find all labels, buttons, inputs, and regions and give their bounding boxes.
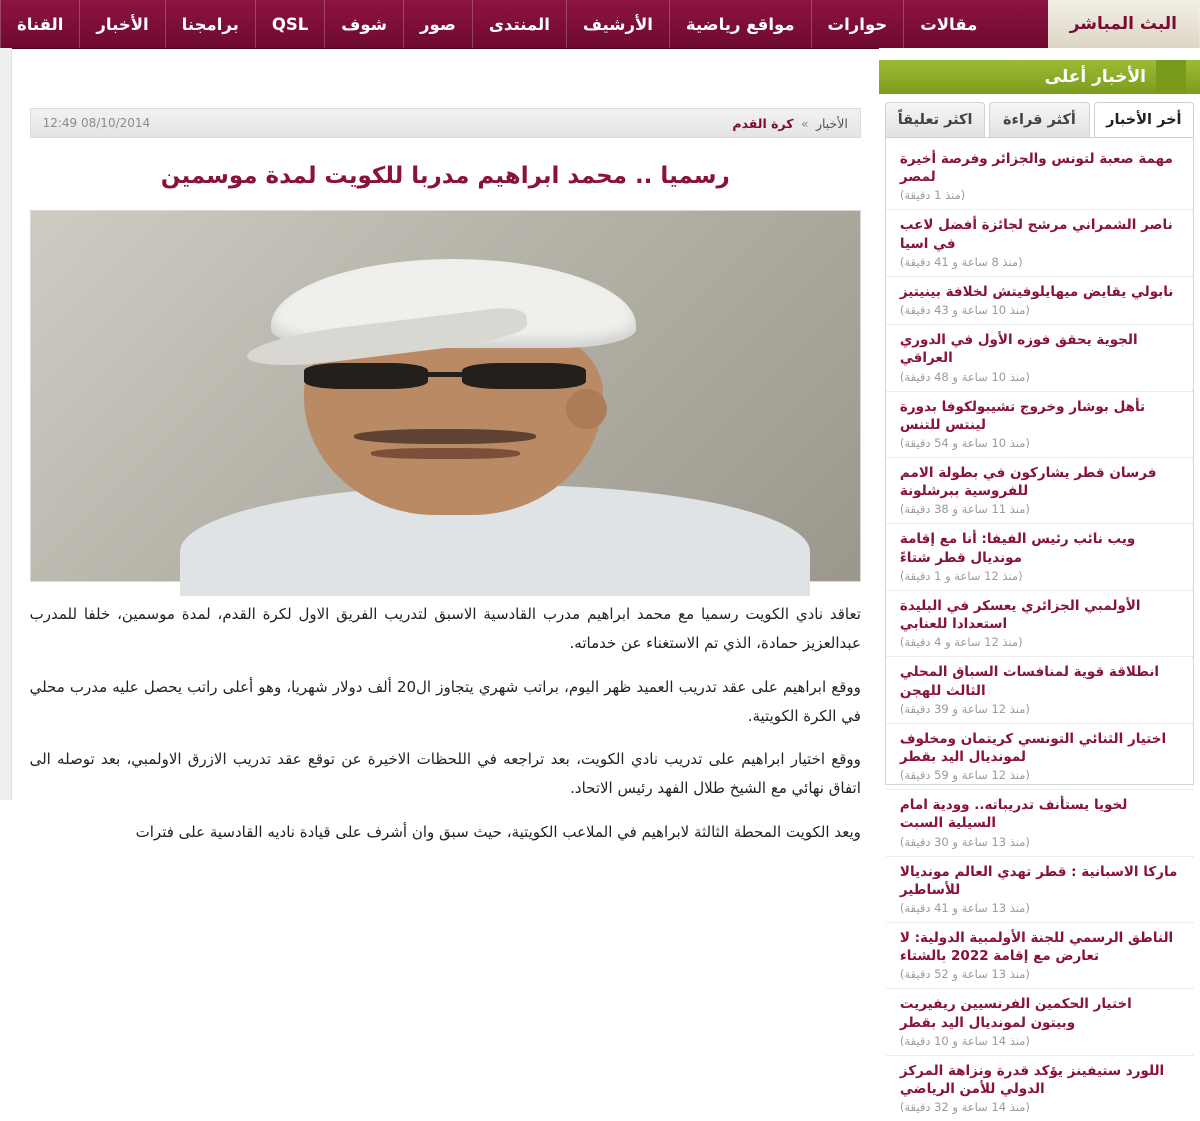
sidebar-header-accent xyxy=(1156,60,1186,94)
news-item-time: (منذ 10 ساعة و 48 دقيقة) xyxy=(899,369,1030,384)
news-item-title[interactable]: ماركا الاسبانية : قطر تهدي العالم مونديالا للأساطير xyxy=(899,863,1178,898)
list-item[interactable] xyxy=(886,458,1193,524)
sidebar-header-label: الأخبار أعلى xyxy=(1044,67,1146,87)
nav-item-programs[interactable]: QSL xyxy=(255,0,324,48)
news-list xyxy=(885,137,1194,1115)
list-item[interactable] xyxy=(886,392,1193,458)
photo-lens-left xyxy=(304,363,428,389)
news-item-time: (منذ 13 ساعة و 41 دقيقة) xyxy=(899,901,1030,916)
article-paragraph: ووقع اختيار ابراهيم على تدريب نادي الكويت، بعد تراجعه في اللحظات الاخيرة عن توقع عقد تدريب الازرق الاولمبي، بعد توصله الى اتفاق نهائي مع الشيخ طلال الفهد رئيس الاتحاد. xyxy=(29,750,861,798)
photo-sunglasses xyxy=(304,363,586,389)
list-item[interactable] xyxy=(886,591,1193,657)
list-item[interactable] xyxy=(886,144,1193,210)
news-item-time: (منذ 12 ساعة و 39 دقيقة) xyxy=(899,701,1030,716)
list-item[interactable] xyxy=(886,277,1193,325)
list-item[interactable] xyxy=(886,210,1193,276)
news-item-time: (منذ 12 ساعة و 4 دقيقة) xyxy=(899,635,1023,650)
page-title: رسميا .. محمد ابراهيم مدربا للكويت لمدة موسمين xyxy=(160,163,730,189)
breadcrumb-parent[interactable]: الأخبار xyxy=(815,115,848,131)
news-item-title[interactable]: اختيار الحكمين الفرنسيين ريفيريت وبيتون لمونديال اليد بقطر xyxy=(899,996,1132,1031)
news-item-time: (منذ 12 ساعة و 1 دقيقة) xyxy=(899,568,1023,583)
nav-item-interviews[interactable]: حوارات xyxy=(811,0,904,48)
news-item-title[interactable]: لخويا يستأنف تدريباته.. وودية امام السيلية السبت xyxy=(899,797,1128,832)
article-timestamp: 12:49 08/10/2014 xyxy=(42,116,151,130)
news-item-title[interactable]: ناصر الشمراني مرشح لجائزة أفضل لاعب في اسيا xyxy=(899,217,1173,252)
article-photo xyxy=(30,210,861,582)
nav-item-archive[interactable]: الأرشيف xyxy=(566,0,669,48)
list-item[interactable] xyxy=(886,923,1193,989)
nav-item-news[interactable]: الأخبار xyxy=(79,0,164,48)
breadcrumb-current[interactable]: كرة القدم xyxy=(732,115,794,131)
sidebar-tabs xyxy=(879,102,1200,137)
nav-item-channel[interactable]: القناة xyxy=(0,0,79,48)
photo-ear xyxy=(566,389,607,430)
news-item-title[interactable]: نابولي يقايض ميهايلوفيتش لخلافة بينيتيز xyxy=(899,283,1174,300)
photo-lens-right xyxy=(462,363,586,389)
photo-mouth xyxy=(371,448,520,459)
photo-lens-bridge xyxy=(423,372,468,377)
list-item[interactable] xyxy=(886,724,1193,790)
news-item-time: (منذ 11 ساعة و 38 دقيقة) xyxy=(899,502,1030,517)
nav-item-qsl[interactable]: برامجنا xyxy=(165,0,255,48)
article-body xyxy=(30,600,861,847)
sidebar-header xyxy=(879,60,1200,94)
news-item-title[interactable]: تأهل بوشار وخروج تشيبولكوفا بدورة لينتس للتنس xyxy=(899,398,1146,433)
list-item[interactable] xyxy=(886,1056,1193,1121)
breadcrumb-trail xyxy=(732,116,847,131)
news-item-title[interactable]: ويب نائب رئيس الفيفا: أنا مع إقامة مونديال قطر شتاءً xyxy=(899,531,1136,566)
nav-item-articles[interactable]: مقالات xyxy=(903,0,993,48)
breadcrumb xyxy=(30,108,861,138)
news-item-time: (منذ 8 ساعة و 41 دقيقة) xyxy=(899,254,1023,269)
news-item-title[interactable]: الناطق الرسمي للجنة الأولمبية الدولية: لا تعارض مع إقامة 2022 بالشتاء xyxy=(899,930,1174,965)
list-item[interactable] xyxy=(886,857,1193,923)
nav-item-shouf[interactable]: شوف xyxy=(324,0,403,48)
list-item[interactable] xyxy=(886,989,1193,1055)
news-item-time: (منذ 10 ساعة و 54 دقيقة) xyxy=(899,435,1030,450)
news-item-title[interactable]: مهمة صعبة لتونس والجزائر وفرصة أخيرة لمصر xyxy=(899,151,1173,186)
top-navigation-bar xyxy=(0,0,1200,48)
breadcrumb-separator: » xyxy=(800,115,809,131)
news-item-title[interactable]: انطلاقة قوية لمنافسات السباق المحلي الثالث للهجن xyxy=(899,664,1160,699)
news-item-time: (منذ 10 ساعة و 43 دقيقة) xyxy=(899,303,1030,318)
news-item-time: (منذ 14 ساعة و 32 دقيقة) xyxy=(899,1100,1030,1115)
article-paragraph: تعاقد نادي الكويت رسميا مع محمد ابراهيم مدرب القادسية الاسبق لتدريب الفريق الاول لكرة القدم، لمدة موسمين، خلفا للمدرب عبدالعزيز حمادة، الذي تم الاستغناء عن خدماته. xyxy=(29,605,861,653)
news-item-time: (منذ 1 دقيقة) xyxy=(899,188,966,203)
photo-mustache xyxy=(354,429,536,444)
article-column xyxy=(12,48,879,841)
list-item[interactable] xyxy=(886,790,1193,856)
tab-most-commented[interactable]: اكثر تعليقاً xyxy=(885,102,985,137)
news-item-title[interactable]: اختيار الثنائي التونسي كريتمان ومخلوف لمونديال اليد بقطر xyxy=(899,730,1167,765)
page-body xyxy=(0,48,1200,1115)
news-item-title[interactable]: الأولمبي الجزائري يعسكر في البليدة استعدادا للعنابي xyxy=(899,597,1141,633)
tab-latest-news[interactable]: أخر الأخبار xyxy=(1094,102,1194,137)
left-rail xyxy=(0,48,12,800)
tab-most-read[interactable]: أكثر قراءة xyxy=(989,102,1089,137)
list-item[interactable] xyxy=(886,325,1193,391)
article-paragraph: ووقع ابراهيم على عقد تدريب العميد ظهر اليوم، براتب شهري يتجاوز ال20 ألف دولار شهريا، وهو أعلى راتب يحصل عليه مدرب محلي في الكرة الكويتية. xyxy=(29,677,861,725)
news-item-title[interactable]: فرسان قطر يشاركون في بطولة الامم للفروسية ببرشلونة xyxy=(899,464,1157,500)
news-item-time: (منذ 13 ساعة و 30 دقيقة) xyxy=(899,834,1030,849)
news-item-title[interactable]: الجوية يحقق فوزه الأول في الدوري العراقي xyxy=(899,332,1138,367)
nav-spacer xyxy=(993,0,1047,48)
nav-item-photos[interactable]: صور xyxy=(403,0,472,48)
news-sidebar xyxy=(879,48,1200,1115)
news-item-time: (منذ 12 ساعة و 59 دقيقة) xyxy=(899,768,1030,783)
list-item[interactable] xyxy=(886,657,1193,723)
nav-item-forum[interactable]: المنتدى xyxy=(472,0,566,48)
news-item-time: (منذ 13 ساعة و 52 دقيقة) xyxy=(899,967,1030,982)
nav-item-live-broadcast[interactable]: البث المباشر xyxy=(1048,0,1200,48)
article-paragraph: ويعد الكويت المحطة الثالثة لابراهيم في الملاعب الكويتية، حيث سبق وان أشرف على قيادة ناديه القادسية على فترات xyxy=(135,822,861,841)
nav-item-sports-sites[interactable]: مواقع رياضية xyxy=(669,0,811,48)
list-item[interactable] xyxy=(886,524,1193,590)
news-item-title[interactable]: اللورد ستيفينز يؤكد قدرة ونزاهة المركز الدولي للأمن الرياضي xyxy=(899,1062,1165,1098)
news-item-time: (منذ 14 ساعة و 10 دقيقة) xyxy=(899,1033,1030,1048)
